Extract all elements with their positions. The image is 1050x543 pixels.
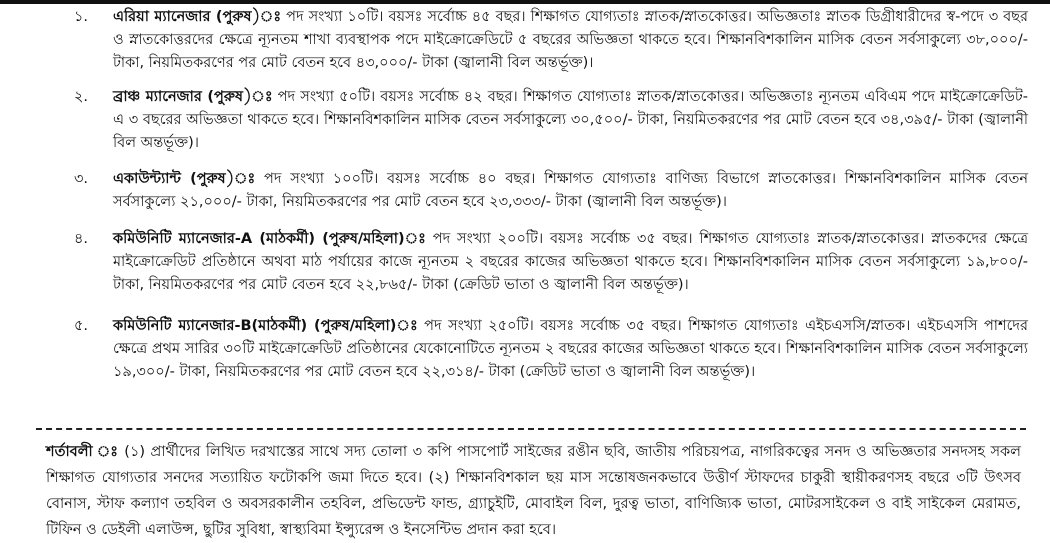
job-title: কমিউনিটি ম্যানেজার-A (মাঠকর্মী) (পুরুষ/মহিলা)ঃ — [113, 231, 426, 247]
job-details: পদ সংখ্যা ১০টি। বয়সঃ সর্বোচ্চ ৪৫ বছর। শিক্ষাগত যোগ্যতাঃ স্নাতক/স্নাতকোত্তর। অভিজ্ঞতাঃ স্নাতক ডিগ্রীধারীদের স্ব-পদে ৩ বছর ও স্নাতকোত্তরদের ক্ষেত্রে ন্যূনতম শাখা ব্যবস্থাপক পদে মাইক্রোক্রেডিটে ৫ বছরের অভিজ্ঞতা থাকতে হবে। শিক্ষানবিশকালিন মাসিক বেতন সর্বসাকুল্যে ৩৮,০০০/-টাকা, নিয়মিতকরণের পর মোট বেতন হবে ৪৩,০০০/- টাকা (জ্বালানী বিল অন্তর্ভূক্ত)। — [113, 9, 1028, 71]
job-details: পদ সংখ্যা ২০০টি। বয়সঃ সর্বোচ্চ ৩৫ বছর। শিক্ষাগত যোগ্যতাঃ স্নাতক/স্নাতকোত্তর। স্নাতকদের ক্ষেত্রে মাইক্রোক্রেডিট প্রতিষ্ঠানে অথবা মাঠ পর্যায়ের কাজে ন্যূনতম ২ বছরের কাজের অভিজ্ঞতা থাকতে হবে। শিক্ষানবিশকালিন মাসিক বেতন সর্বসাকুল্যে ১৯,৮০০/- টাকা, নিয়মিতকরণের পর মোট বেতন হবে ২২,৮৬৫/- টাকা (ক্রেডিট ভাতা ও জ্বালানী বিল অন্তর্ভূক্ত)। — [113, 231, 1028, 293]
job-description — [113, 168, 1028, 214]
top-border — [0, 0, 1050, 4]
job-number: ১. — [74, 9, 89, 25]
job-description — [113, 86, 1028, 155]
job-description — [113, 315, 1028, 384]
job-number: ২. — [74, 89, 89, 105]
job-title: কমিউনিটি ম্যানেজার-B(মাঠকর্মী) (পুরুষ/মহিলা)ঃ — [113, 318, 418, 334]
job-details: পদ সংখ্যা ১০০টি। বয়সঃ সর্বোচ্চ ৪০ বছর। শিক্ষাগত যোগ্যতাঃ বাণিজ্য বিভাগে স্নাতকোত্তর। শিক্ষানবিশকালিন মাসিক বেতন সর্বসাকুল্যে ২১,০০০/- টাকা, নিয়মিতকরণের পর মোট বেতন হবে ২৩,৩৩৩/- টাকা (জ্বালানী বিল অন্তর্ভূক্ত)। — [113, 171, 1029, 210]
job-details: পদ সংখ্যা ৫০টি। বয়সঃ সর্বোচ্চ ৪২ বছর। শিক্ষাগত যোগ্যতাঃ স্নাতক/স্নাতকোত্তর। অভিজ্ঞতাঃ ন্যূনতম এবিএম পদে মাইক্রোক্রেডিট-এ ৩ বছরের অভিজ্ঞতা থাকতে হবে। শিক্ষানবিশকালিন মাসিক বেতন সর্বসাকুল্যে ৩০,৫০০/- টাকা, নিয়মিতকরণের পর মোট বেতন হবে ৩৪,৩৯৫/- টাকা (জ্বালানী বিল অন্তর্ভূক্ত)। — [113, 89, 1028, 151]
conditions-text: (১) প্রার্থীদের লিখিত দরখাস্তের সাথে সদ্য তোলা ৩ কপি পাসপোর্ট সাইজের রঙীন ছবি, জাতীয় পরিচয়পত্র, নাগরিকত্বের সনদ ও অভিজ্ঞতার সনদসহ সকল শিক্ষাগত যোগ্যতার সনদের সত্যায়িত ফটোকপি জমা দিতে হবে। (২) শিক্ষানবিশকাল ছয় মাস সন্তোষজনকভাবে উত্তীর্ণ স্টাফদের চাকুরী স্থায়ীকরণসহ বছরে ৩টি উৎসব বোনাস, স্টাফ কল্যাণ তহবিল ও অবসরকালীন তহবিল, প্রভিডেন্ট ফান্ড, গ্র্যাচুইটি, মোবাইল বিল, দুরত্ব ভাতা, বাণিজ্যিক ভাতা, মোটরসাইকেল ও বাই সাইকেল মেরামত, টিফিন ও ডেইলী এলাউন্স, ছুটির সুবিধা, স্বাস্থ্যবিমা ইন্স্যুরেন্স ও ইনসেন্টিভ প্রদান করা হবে। — [46, 444, 1021, 538]
job-title: ব্রাঞ্চ ম্যানেজার (পুরুষ)ঃ — [113, 89, 273, 105]
job-title: একাউন্ট্যান্ট (পুরুষ)ঃ — [113, 171, 256, 187]
job-number: ৩. — [74, 171, 89, 187]
conditions-label: শর্তাবলী ঃ — [46, 444, 119, 460]
job-number: ৪. — [74, 231, 89, 247]
section-divider — [36, 428, 1026, 430]
job-description — [113, 228, 1028, 297]
job-details: পদ সংখ্যা ২৫০টি। বয়সঃ সর্বোচ্চ ৩৫ বছর। শিক্ষাগত যোগ্যতাঃ এইচএসসি/স্নাতক। এইচএসসি পাশদের ক্ষেত্রে প্রথম সারির ৩০টি মাইক্রোক্রেডিট প্রতিষ্ঠানের যেকোনোটিতে ন্যূনতম ২ বছরের কাজের অভিজ্ঞতা থাকতে হবে। শিক্ষানবিশকালিন মাসিক বেতন সর্বসাকুল্যে ১৯,৩০০/- টাকা, নিয়মিতকরণের পর মোট বেতন হবে ২২,৩১৪/- টাকা (ক্রেডিট ভাতা ও জ্বালানী বিল অন্তর্ভূক্ত)। — [113, 318, 1028, 380]
job-number: ৫. — [74, 318, 89, 334]
job-title: এরিয়া ম্যানেজার (পুরুষ)ঃ — [113, 9, 282, 25]
job-description — [113, 6, 1028, 75]
conditions-paragraph — [46, 439, 1021, 543]
